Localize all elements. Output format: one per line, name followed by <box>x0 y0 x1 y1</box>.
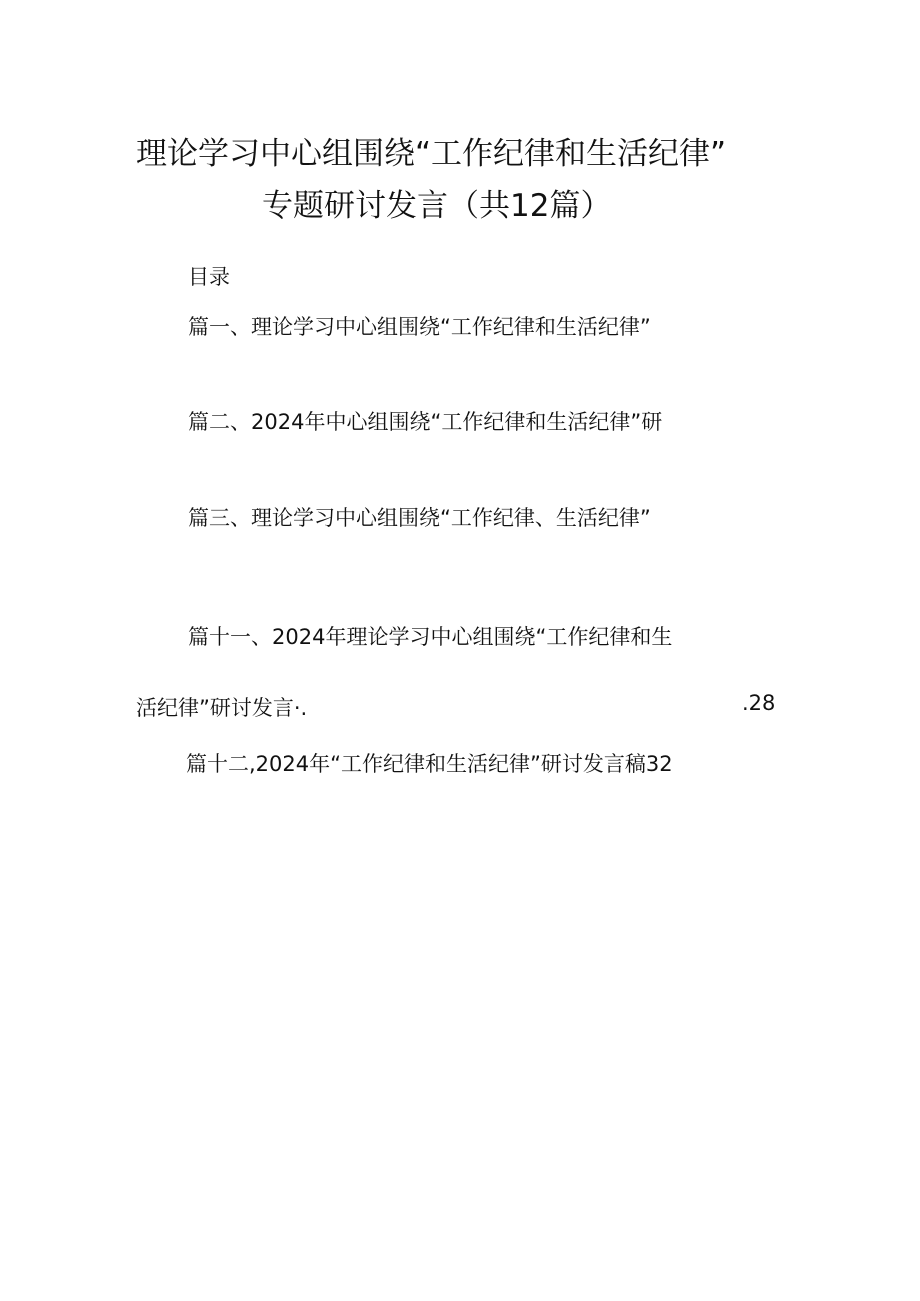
toc-entry-2[interactable]: 篇二、2024年中心组围绕“工作纪律和生活纪律”研 <box>188 410 663 434</box>
toc-entry-11-continuation[interactable]: 活纪律”研讨发言·. <box>136 696 308 720</box>
document-title-line-1: 理论学习中心组围绕“工作纪律和生活纪律” <box>136 136 727 172</box>
toc-entry-3[interactable]: 篇三、理论学习中心组围绕“工作纪律、生活纪律” <box>188 506 651 530</box>
document-title-line-2: 专题研讨发言（共12篇） <box>262 188 612 224</box>
toc-entry-11[interactable]: 篇十一、2024年理论学习中心组围绕“工作纪律和生 <box>188 625 673 649</box>
toc-entry-11-page-number: .28 <box>742 691 776 715</box>
toc-entry-12[interactable]: 篇十二,2024年“工作纪律和生活纪律”研讨发言稿32 <box>186 752 673 776</box>
toc-entry-1[interactable]: 篇一、理论学习中心组围绕“工作纪律和生活纪律” <box>188 315 651 339</box>
toc-heading: 目录 <box>188 265 230 289</box>
